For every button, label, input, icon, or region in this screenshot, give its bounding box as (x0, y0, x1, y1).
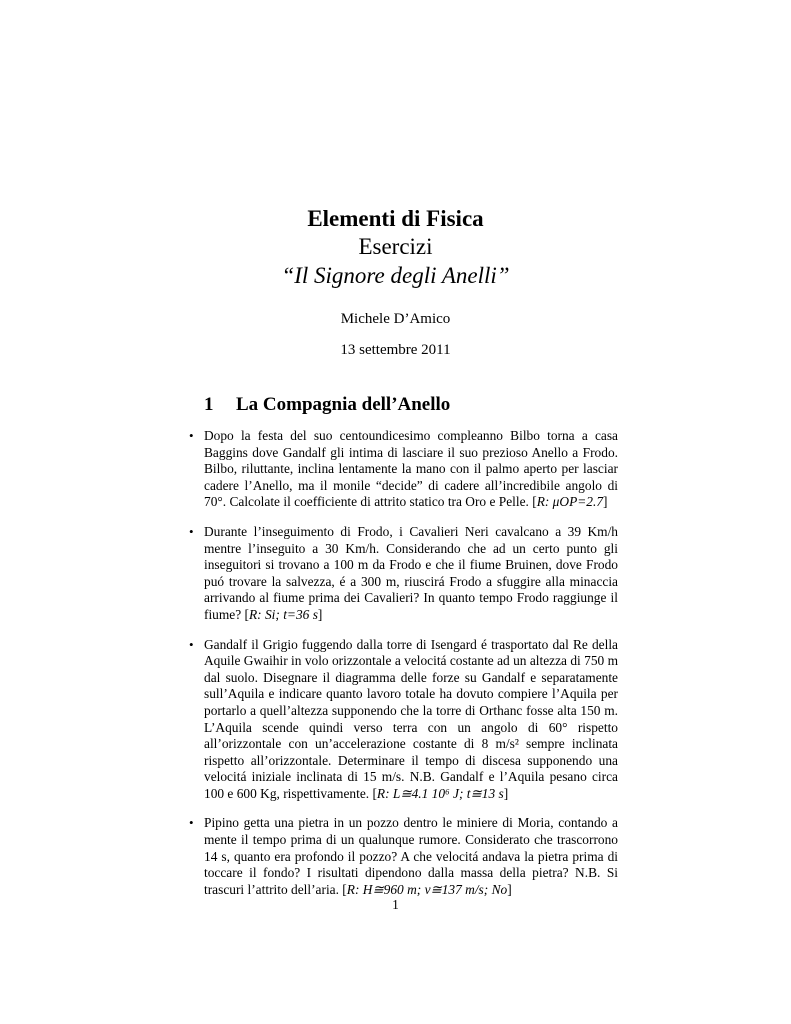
bullet-icon: • (189, 815, 194, 831)
exercise-answer-close: ] (507, 881, 512, 897)
exercise-text: Pipino getta una pietra in un pozzo dentro le miniere di Moria, contando a mente il tempo prima di un qualunque rumore. Considerato che trascorrono 14 s, quanto era profondo il pozzo? A che velocitá andava la pietra prima di toccare il fondo? I risultati dipendono dalla massa della pietra? N.B. Si trascuri l’attrito dell’aria. [ (204, 815, 618, 897)
bullet-icon: • (189, 636, 194, 652)
exercise-answer-close: ] (317, 606, 323, 622)
section-title: La Compagnia dell’Anello (236, 394, 451, 415)
exercise-list (189, 428, 618, 911)
bullet-icon: • (189, 428, 194, 443)
exercise-item (189, 428, 618, 511)
document-date: 13 settembre 2011 (340, 342, 451, 358)
document-title: Elementi di Fisica (307, 206, 484, 231)
section-heading (204, 393, 450, 417)
document-subtitle: Esercizi (358, 234, 433, 259)
title-block (0, 205, 791, 360)
exercise-answer: R: L≅4.1 10⁶ J; t≅13 s (376, 785, 504, 801)
exercise-item (189, 523, 618, 624)
page-number: 1 (392, 897, 399, 912)
exercise-answer-close: ] (603, 494, 608, 510)
exercise-item (189, 815, 618, 898)
document-subtitle-italic: “Il Signore degli Anelli” (281, 263, 510, 288)
section-number: 1 (204, 394, 214, 415)
exercise-answer-close: ] (503, 785, 509, 801)
exercise-answer: R: Si; t=36 s (248, 606, 318, 622)
exercise-text: Durante l’inseguimento di Frodo, i Cavalieri Neri cavalcano a 39 Km/h mentre l’inseguito a 30 Km/h. Considerando che ad un certo punto gli inseguitori si trovano a 100 m da Frodo e che il fiume Bruinen, dove Frodo puó trovare la salvezza, é a 300 m, riuscirá Frodo a sfuggire alla minaccia arrivando al fiume prima dei Cavalieri? In quanto tempo Frodo raggiunge il fiume? [ (204, 523, 618, 622)
bullet-icon: • (189, 523, 194, 539)
exercise-text: Dopo la festa del suo centoundicesimo compleanno Bilbo torna a casa Baggins dove Gandalf gli intima di lasciare il suo prezioso Anello a Frodo. Bilbo, riluttante, inclina lentamente la mano con il palmo aperto per lasciar cadere l’Anello, ma il monile “decide” di cadere all’incredibile angolo di 70°. Calcolate il coefficiente di attrito statico tra Oro e Pelle. [ (204, 428, 618, 510)
exercise-answer: R: μOP=2.7 (536, 494, 604, 510)
document-author: Michele D’Amico (340, 311, 451, 327)
exercise-item (189, 636, 618, 803)
exercise-answer: R: H≅960 m; v≅137 m/s; No (346, 881, 508, 897)
exercise-text: Gandalf il Grigio fuggendo dalla torre di Isengard é trasportato dal Re della Aquile Gwaihir in volo orizzontale a velocitá costante ad un altezza di 750 m dal suolo. Disegnare il diagramma delle forze su Gandalf e separatamente sull’Aquila e indicare quanto lavoro totale ha dovuto compiere l’Aquila per portarlo a quell’altezza supponendo che la torre di Orthanc fosse alta 150 m. L’Aquila scende quindi verso terra con un angolo di 60° rispetto all’orizzontale con un’accelerazione costante di 8 m/s² sempre inclinata rispetto all’orizzontale. Determinare il tempo di discesa supponendo una velocitá iniziale inclinata di 15 m/s. N.B. Gandalf e l’Aquila pesano circa 100 e 600 Kg, rispettivamente. [ (204, 636, 618, 801)
